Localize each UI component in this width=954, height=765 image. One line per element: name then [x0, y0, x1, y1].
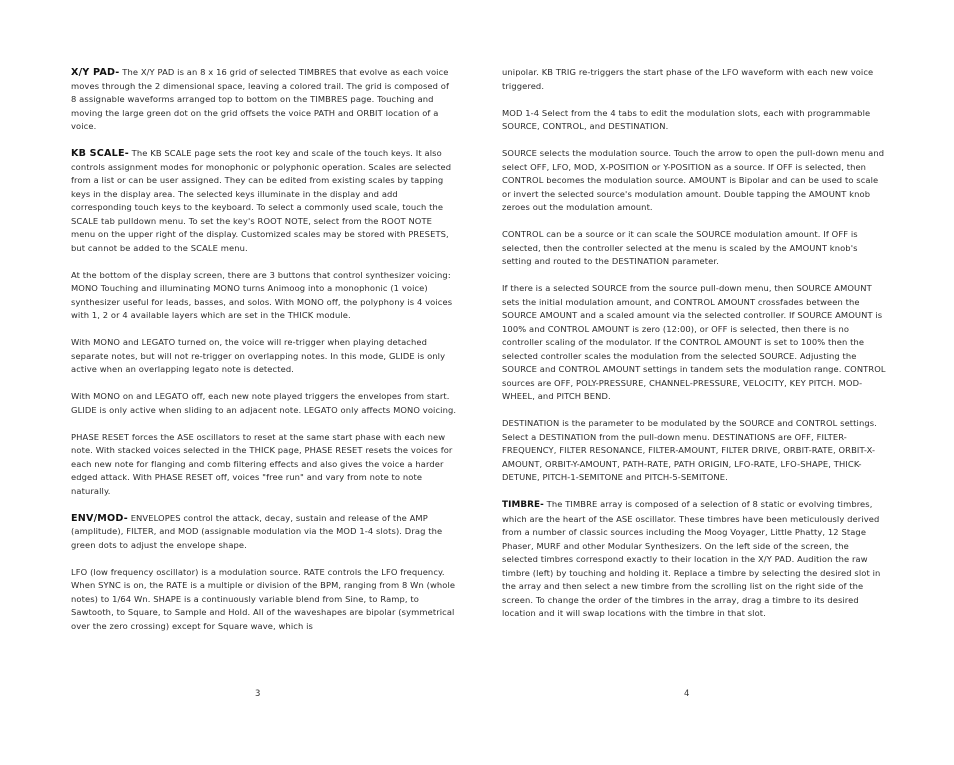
- env-mod-text: ENVELOPES control the attack, decay, sustain and release of the AMP (amplitude), FILTER, and MOD (assignable modulation via the MOD 1-4 slots). Drag the green dots to adjust the envelope shape.: [71, 512, 443, 550]
- mono-legato-on-paragraph: With MONO and LEGATO turned on, the voice will re-trigger when playing detached separate notes, but will not re-trigger on overlapping notes. In this mode, GLIDE is only active when an overlapping legato note is detected.: [71, 337, 446, 374]
- kb-scale-text: The KB SCALE page sets the root key and scale of the touch keys. It also controls assignment modes for monophonic or polyphonic operation. Scales are selected from a list or can be user assigned. They can be edited from existing scales by tapping keys in the display area. The selected keys illuminate in the display and add corresponding touch keys to the keyboard. To select a commonly used scale, touch the SCALE tab pulldown menu. To set the key's ROOT NOTE, select from the ROOT NOTE menu on the upper right of the display. Customized scales may be stored with PRESETS, but cannot be added to the SCALE menu.: [71, 148, 452, 253]
- mod-slots-paragraph: MOD 1-4 Select from the 4 tabs to edit the modulation slots, each with programmable SOURCE, CONTROL, and DESTINATION.: [502, 107, 871, 131]
- timbre-paragraph: [502, 498, 886, 621]
- phase-reset-paragraph: PHASE RESET forces the ASE oscillators to reset at the same start phase with each new note. With stacked voices selected in the THICK page, PHASE RESET resets the voices for each new note for flanging and comb filtering effects and also gives the voice a harder edged attack. With PHASE RESET off, voices "free run" and vary from note to note naturally.: [71, 431, 453, 496]
- destination-paragraph: DESTINATION is the parameter to be modulated by the SOURCE and CONTROL settings. Select a DESTINATION from the pull-down menu. DESTINATIONS are OFF, FILTER-FREQUENCY, FILTER RESONANCE, FILTER-AMOUNT, FILTER DRIVE, ORBIT-RATE, ORBIT-X-AMOUNT, ORBIT-Y-AMOUNT, PATH-RATE, PATH ORIGIN, LFO-RATE, LFO-SHAPE, THICK-DETUNE, PITCH-1-SEMITONE and PITCH-5-SEMITONE.: [502, 418, 877, 482]
- right-text-column: [502, 66, 886, 634]
- xy-pad-heading: X/Y PAD-: [71, 67, 120, 78]
- mono-legato-off-paragraph: With MONO on and LEGATO off, each new note played triggers the envelopes from start. GLIDE is only active when sliding to an adjacent note. LEGATO only affects MONO voicing.: [71, 391, 457, 415]
- env-mod-heading: ENV/MOD-: [71, 512, 128, 524]
- source-amount-paragraph: If there is a selected SOURCE from the source pull-down menu, then SOURCE AMOUNT sets the initial modulation amount, and CONTROL AMOUNT crossfades between the SOURCE AMOUNT and a scaled amount via the selected controller. If SOURCE AMOUNT is 100% and CONTROL AMOUNT is zero (12:00), or OFF is selected, then there is no controller scaling of the modulator. If the CONTROL AMOUNT is set to 100% then the selected controller scales the modulation from the selected SOURCE. Adjusting the SOURCE and CONTROL AMOUNT settings in tandem sets the modulation range. CONTROL sources are OFF, POLY-PRESSURE, CHANNEL-PRESSURE, VELOCITY, KEY PITCH. MOD-WHEEL, and PITCH BEND.: [502, 283, 886, 401]
- source-paragraph: SOURCE selects the modulation source. Touch the arrow to open the pull-down menu and select OFF, LFO, MOD, X-POSITION or Y-POSITION as a source. If OFF is selected, then CONTROL becomes the modulation source. AMOUNT is Bipolar and can be used to scale or invert the selected source's modulation amount. Double tapping the AMOUNT knob zeroes out the modulation amount.: [502, 148, 885, 212]
- timbre-text: The TIMBRE array is composed of a selection of 8 static or evolving timbres, which are the heart of the ASE oscillator. These timbres have been meticulously derived from a number of classic sources including the Moog Voyager, Little Phatty, 12 Stage Phaser, MURF and other Modular Synthesizers. On the left side of the screen, the selected timbres correspond exactly to their location in the X/Y PAD. Audition the raw timbre (left) by touching and holding it. Replace a timbre by selecting the desired slot in the array and then select a new timbre from the scrolling list on the right side of the screen. To change the order of the timbres in the array, drag a timbre to its desired location and it will swap locations with the timbre in that slot.: [502, 499, 881, 618]
- lfo-paragraph: LFO (low frequency oscillator) is a modulation source. RATE controls the LFO frequency. When SYNC is on, the RATE is a multiple or division of the BPM, ranging from 8 Wn (whole notes) to 1/64 Wn. SHAPE is a continuously variable blend from Sine, to Ramp, to Sawtooth, to Square, to Sample and Hold. All of the waveshapes are bipolar (symmetrical over the zero crossing) except for Square wave, which is: [71, 566, 456, 631]
- kb-scale-heading: KB SCALE-: [71, 148, 129, 159]
- mono-paragraph: At the bottom of the display screen, there are 3 buttons that control synthesizer voicing: MONO Touching and illuminating MONO turns Animoog into a monophonic (1 voice) synthesizer useful for leads, basses, and solos. With MONO off, the polyphony is 4 voices with 1, 2 or 4 available layers which are set in the THICK module.: [71, 269, 453, 320]
- control-paragraph: CONTROL can be a source or it can scale the SOURCE modulation amount. If OFF is selected, then the controller selected at the menu is scaled by the AMOUNT knob's setting and routed to the DESTINATION parameter.: [502, 229, 858, 266]
- lfo-continued-paragraph: unipolar. KB TRIG re-triggers the start phase of the LFO waveform with each new voice triggered.: [502, 67, 874, 91]
- xy-pad-paragraph: [71, 66, 457, 134]
- page-number-left: 3: [255, 689, 261, 699]
- env-mod-paragraph: [71, 512, 457, 553]
- kb-scale-paragraph: [71, 147, 457, 255]
- xy-pad-text: The X/Y PAD is an 8 x 16 grid of selected TIMBRES that evolve as each voice moves through the 2 dimensional space, leaving a colored trail. The grid is composed of 8 assignable waveforms arranged top to bottom on the TIMBRES page. Touching and moving the large green dot on the grid offsets the voice PATH and ORBIT location of a voice.: [71, 67, 450, 131]
- timbre-heading: TIMBRE-: [502, 500, 544, 510]
- page-number-right: 4: [684, 689, 690, 699]
- page-4: [477, 0, 954, 765]
- left-text-column: [71, 66, 457, 647]
